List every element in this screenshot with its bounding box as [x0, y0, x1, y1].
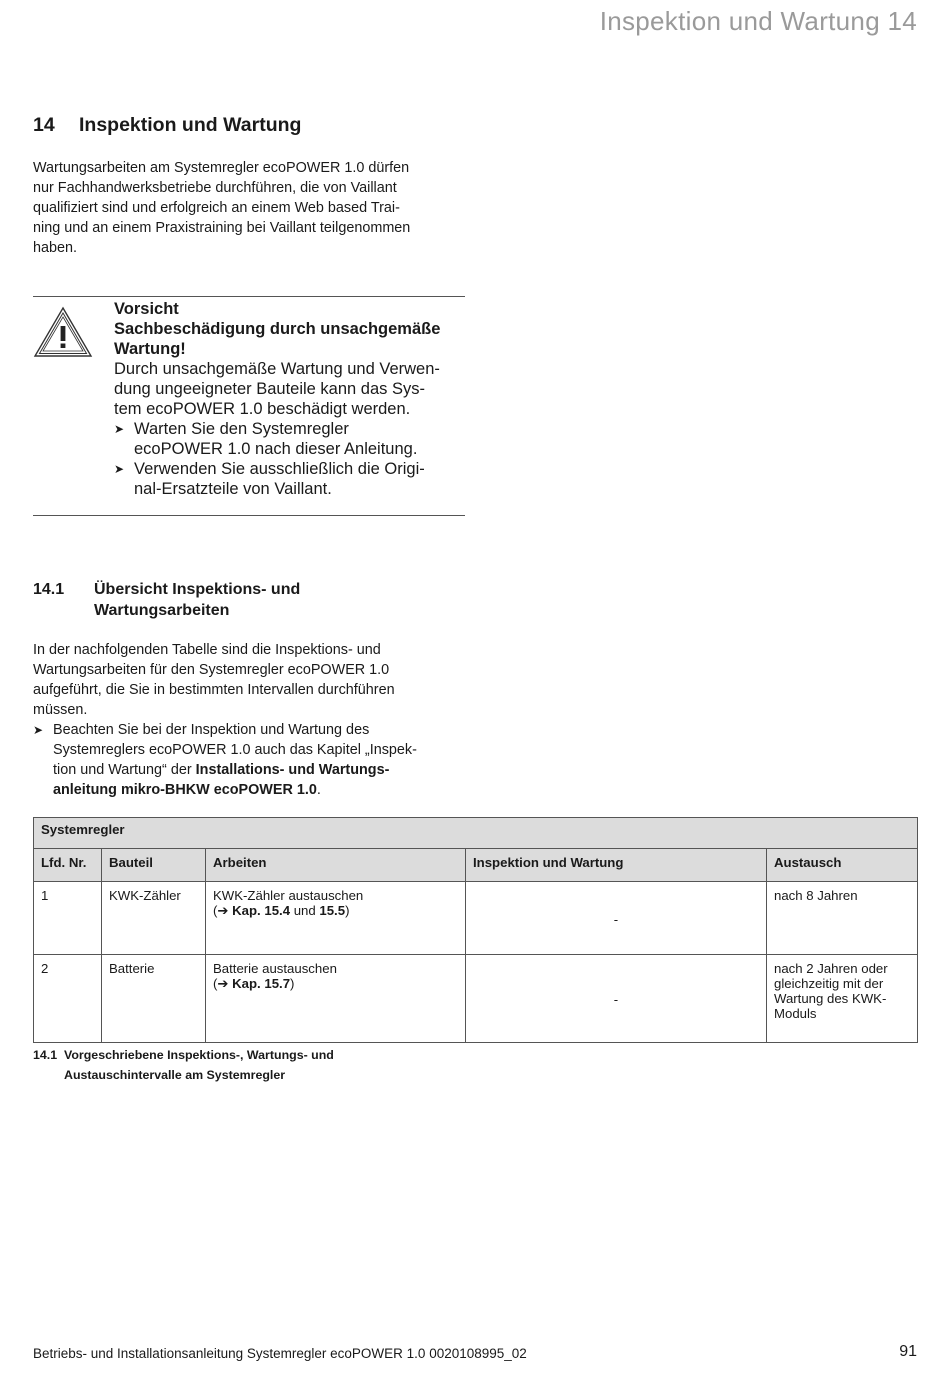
- table-title: Systemregler: [34, 818, 918, 849]
- table-row: [34, 882, 918, 955]
- column-header: Lfd. Nr.: [34, 849, 102, 882]
- section-heading: [33, 114, 301, 137]
- table-cell: 1: [34, 882, 102, 955]
- bullet-arrow-icon: ➤: [114, 462, 125, 476]
- text-line: nal-Ersatzteile von Vaillant.: [134, 480, 332, 498]
- table-cell: [206, 955, 466, 1043]
- caution-title: Wartung!: [114, 340, 186, 358]
- table-cell: Batterie: [102, 955, 206, 1043]
- manual-reference: Installations- und Wartungs-: [195, 762, 390, 778]
- text-line: haben.: [33, 240, 78, 256]
- text-line: KWK-Zähler austauschen: [213, 888, 364, 903]
- text-line: Wartung des KWK-: [774, 991, 887, 1006]
- table-cell: KWK-Zähler: [102, 882, 206, 955]
- caution-title: Sachbeschädigung durch unsachgemäße: [114, 320, 441, 338]
- table-cell: -: [466, 955, 767, 1043]
- text-line: ning und an einem Praxistraining bei Vaillant teilgenommen: [33, 220, 411, 236]
- text-line: Beachten Sie bei der Inspektion und Wartung des: [53, 722, 370, 738]
- subsection-intro: [33, 640, 473, 800]
- column-header: Inspektion und Wartung: [466, 849, 767, 882]
- page-footer: Betriebs- und Installationsanleitung Systemregler ecoPOWER 1.0 0020108995_02: [33, 1346, 527, 1361]
- text-segment: ): [290, 976, 295, 991]
- text-line: aufgeführt, die Sie in bestimmten Intervallen durchführen: [33, 682, 395, 698]
- caution-bullet: [114, 419, 474, 459]
- text-line: nach 2 Jahren oder: [774, 961, 888, 976]
- section-title: Inspektion und Wartung: [79, 114, 302, 136]
- subsection-number: 14.1: [33, 581, 65, 598]
- text-segment: .: [316, 782, 321, 798]
- text-line: Verwenden Sie ausschließlich die Origi-: [134, 460, 425, 478]
- table-cell: [767, 955, 918, 1043]
- chapter-link[interactable]: Kap. 15.4: [228, 903, 291, 918]
- bullet-arrow-icon: ➤: [33, 723, 44, 737]
- manual-reference: anleitung mikro-BHKW ecoPOWER 1.0: [53, 782, 317, 798]
- running-header: Inspektion und Wartung 14: [599, 6, 917, 36]
- text-line: gleichzeitig mit der: [774, 976, 884, 991]
- caution-label: Vorsicht: [114, 300, 179, 318]
- text-line: Vorgeschriebene Inspektions-, Wartungs- und: [64, 1048, 334, 1062]
- chapter-reference: [213, 903, 458, 919]
- text-segment: ): [345, 903, 350, 918]
- caution-bullet: [114, 459, 474, 499]
- text-line: nach 8 Jahren: [774, 888, 858, 903]
- text-line: Systemreglers ecoPOWER 1.0 auch das Kapitel „Inspek-: [53, 742, 417, 758]
- table-title-row: [34, 818, 918, 849]
- text-line: tem ecoPOWER 1.0 beschädigt werden.: [114, 400, 411, 418]
- table-cell: [767, 882, 918, 955]
- text-line: Warten Sie den Systemregler: [134, 420, 349, 438]
- text-line: Wartungsarbeiten für den Systemregler ecoPOWER 1.0: [33, 662, 390, 678]
- column-header: Arbeiten: [206, 849, 466, 882]
- text-segment: und: [290, 903, 320, 918]
- text-line: ecoPOWER 1.0 nach dieser Anleitung.: [134, 440, 418, 458]
- chapter-link[interactable]: 15.5: [319, 903, 346, 918]
- subsection-bullet: [33, 720, 473, 800]
- chapter-reference: [213, 976, 458, 992]
- text-line: [53, 760, 473, 780]
- section-intro: [33, 158, 473, 258]
- caption-text: [64, 1045, 334, 1085]
- text-line: Wartungsarbeiten am Systemregler ecoPOWER 1.0 dürfen: [33, 160, 410, 176]
- text-line: [53, 780, 473, 800]
- warning-triangle-icon: [33, 306, 93, 358]
- text-line: qualifiziert sind und erfolgreich an einem Web based Trai-: [33, 200, 400, 216]
- text-line: In der nachfolgenden Tabelle sind die Inspektions- und: [33, 642, 381, 658]
- text-line: Durch unsachgemäße Wartung und Verwen-: [114, 360, 440, 378]
- column-header: Bauteil: [102, 849, 206, 882]
- section-number: 14: [33, 114, 55, 136]
- table-cell: -: [466, 882, 767, 955]
- text-segment: tion und Wartung“ der: [53, 762, 196, 778]
- table-row: [34, 955, 918, 1043]
- caution-text: [114, 299, 474, 499]
- text-segment: (: [213, 903, 218, 918]
- text-line: müssen.: [33, 702, 88, 718]
- text-line: dung ungeeigneter Bauteile kann das Sys-: [114, 380, 425, 398]
- text-line: Wartungsarbeiten: [94, 602, 230, 619]
- chapter-link[interactable]: Kap. 15.7: [228, 976, 291, 991]
- subsection-title: [94, 579, 300, 621]
- text-line: Austauschintervalle am Systemregler: [64, 1068, 286, 1082]
- caution-box: [33, 296, 465, 516]
- text-line: Batterie austauschen: [213, 961, 337, 976]
- text-line: nur Fachhandwerksbetriebe durchführen, die von Vaillant: [33, 180, 397, 196]
- text-line: Moduls: [774, 1006, 817, 1021]
- text-line: Übersicht Inspektions- und: [94, 581, 301, 598]
- table-cell: 2: [34, 955, 102, 1043]
- arrow-icon: ➔: [217, 903, 229, 918]
- maintenance-table: [33, 817, 918, 1043]
- text-segment: (: [213, 976, 218, 991]
- column-header: Austausch: [767, 849, 918, 882]
- bullet-arrow-icon: ➤: [114, 422, 125, 436]
- table-header-row: [34, 849, 918, 882]
- table-cell: [206, 882, 466, 955]
- arrow-icon: ➔: [217, 976, 229, 991]
- page-number: 91: [899, 1343, 917, 1360]
- caption-number: 14.1: [33, 1048, 58, 1062]
